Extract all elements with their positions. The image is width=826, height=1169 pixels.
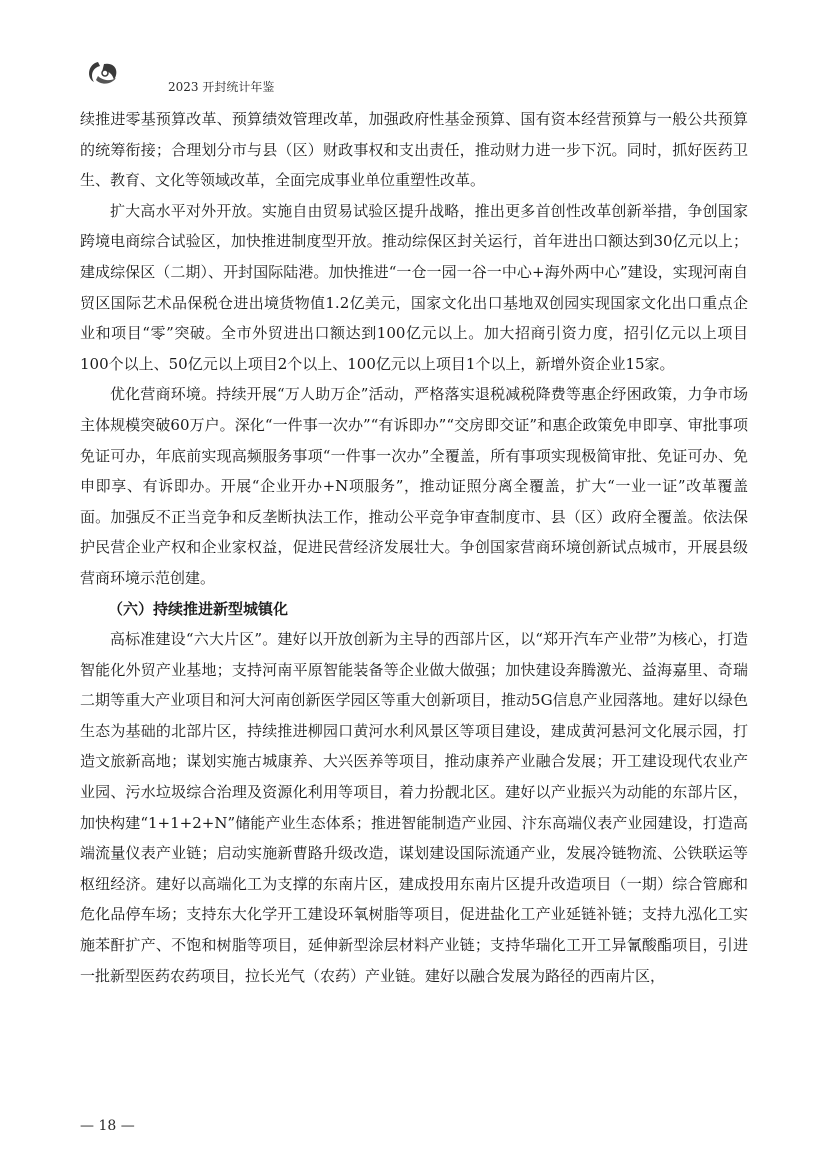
yearbook-title: 2023 开封统计年鉴	[168, 80, 275, 94]
paragraph-opening-up: 扩大高水平对外开放。实施自由贸易试验区提升战略，推出更多首创性改革创新举措，争创国家跨境电商综合试验区，加快推进制度型开放。推动综保区封关运行，首年进出口额达到30亿元以上；建成综保区（二期）、开封国际陆港。加快推进“一仓一园一谷一中心+海外两中心”建设，实现河南自贸区国际艺术品保税仓进出境货物值1.2亿美元，国家文化出口基地双创园实现国家文化出口重点企业和项目“零”突破。全市外贸进出口额达到100亿元以上。加大招商引资力度，招引亿元以上项目100个以上、50亿元以上项目2个以上、100亿元以上项目1个以上，新增外资企业15家。	[80, 201, 748, 373]
page-number: — 18 —	[80, 1118, 135, 1134]
document-body	[80, 104, 748, 991]
paragraph-six-districts: 高标准建设“六大片区”。建好以开放创新为主导的西部片区，以“郑开汽车产业带”为核心，打造智能化外贸产业基地；支持河南平原智能装备等企业做大做强；加快建设奔腾激光、益海嘉里、奇瑞二期等重大产业项目和河大河南创新医学园区等重大创新项目，推动5G信息产业园落地。建好以绿色生态为基础的北部片区，持续推进柳园口黄河水利风景区等项目建设，建成黄河悬河文化展示园，打造文旅新高地；谋划实施古城康养、大兴医养等项目，推动康养产业融合发展；开工建设现代农业产业园、污水垃圾综合治理及资源化利用等项目，着力扮靓北区。建好以产业振兴为动能的东部片区，加快构建“1+1+2+N”储能产业生态体系；推进智能制造产业园、汴东高端仪表产业园建设，打造高端流量仪表产业链；启动实施新曹路升级改造，谋划建设国际流通产业，发展冷链物流、公铁联运等枢纽经济。建好以高端化工为支撑的东南片区，建成投用东南片区提升改造项目（一期）综合管廊和危化品停车场；支持东大化学开工建设环氧树脂等项目，促进盐化工产业延链补链；支持九泓化工实施苯酐扩产、不饱和树脂等项目，延伸新型涂层材料产业链；支持华瑞化工开工异氰酸酯项目，引进一批新型医药农药项目，拉长光气（农药）产业链。建好以融合发展为路径的西南片区，	[80, 630, 748, 985]
page-header	[70, 56, 760, 96]
paragraph-business-environment: 优化营商环境。持续开展“万人助万企”活动，严格落实退税减税降费等惠企纾困政策，力争市场主体规模突破60万户。深化“一件事一次办”“有诉即办”“交房即交证”和惠企政策免申即享、审批事项免证可办，年底前实现高频服务事项“一件事一次办”全覆盖，所有事项实现极简审批、免证可办、免申即享、有诉即办。开展“企业开办+N项服务”，推动证照分离全覆盖，扩大“一业一证”改革覆盖面。加强反不正当竞争和反垄断执法工作，推动公平竞争审查制度市、县（区）政府全覆盖。依法保护民营企业产权和企业家权益，促进民营经济发展壮大。争创国家营商环境创新试点城市，开展县级营商环境示范创建。	[80, 385, 748, 587]
paragraph-reform-continued: 续推进零基预算改革、预算绩效管理改革，加强政府性基金预算、国有资本经营预算与一般公共预算的统筹衔接；合理划分市与县（区）财政事权和支出责任，推动财力进一步下沉。同时，抓好医药卫生、教育、文化等领域改革，全面完成事业单位重塑性改革。	[80, 110, 748, 190]
section-heading-urbanization: （六）持续推进新型城镇化	[108, 599, 289, 618]
yearbook-logo-icon	[84, 58, 124, 88]
